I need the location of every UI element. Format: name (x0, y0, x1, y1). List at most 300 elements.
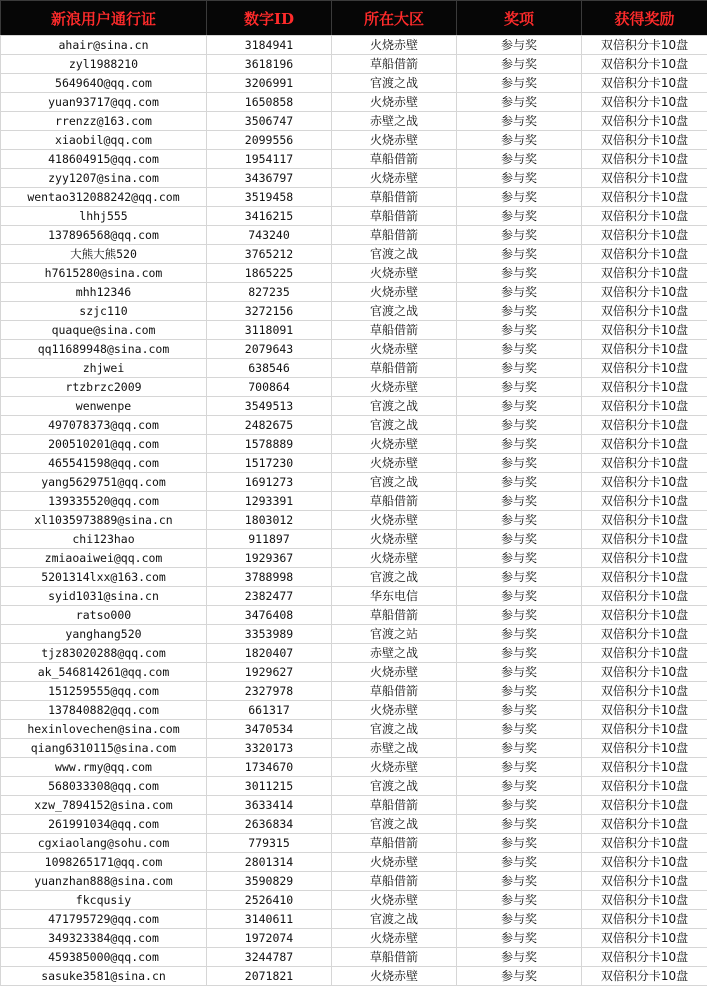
cell-prize-type: 参与奖 (457, 568, 582, 587)
cell-region: 华东电信 (332, 587, 457, 606)
cell-account: 459385000@qq.com (1, 948, 207, 967)
cell-digital-id: 3765212 (207, 245, 332, 264)
cell-digital-id: 3011215 (207, 777, 332, 796)
cell-account: 497078373@qq.com (1, 416, 207, 435)
cell-prize-type: 参与奖 (457, 701, 582, 720)
cell-account: qq11689948@sina.com (1, 340, 207, 359)
cell-region: 草船借箭 (332, 492, 457, 511)
cell-region: 官渡之战 (332, 910, 457, 929)
cell-digital-id: 827235 (207, 283, 332, 302)
cell-reward: 双倍积分卡10盘 (582, 739, 707, 758)
cell-prize-type: 参与奖 (457, 264, 582, 283)
cell-digital-id: 1803012 (207, 511, 332, 530)
cell-digital-id: 3590829 (207, 872, 332, 891)
cell-prize-type: 参与奖 (457, 891, 582, 910)
table-row (1, 435, 707, 454)
column-header-prize-type: 奖项 (457, 1, 582, 36)
cell-reward: 双倍积分卡10盘 (582, 834, 707, 853)
cell-digital-id: 3519458 (207, 188, 332, 207)
cell-account: chi123hao (1, 530, 207, 549)
cell-account: syid1031@sina.cn (1, 587, 207, 606)
cell-region: 火烧赤壁 (332, 511, 457, 530)
cell-region: 草船借箭 (332, 948, 457, 967)
cell-prize-type: 参与奖 (457, 36, 582, 55)
cell-region: 草船借箭 (332, 834, 457, 853)
cell-region: 赤壁之战 (332, 112, 457, 131)
table-row (1, 663, 707, 682)
cell-prize-type: 参与奖 (457, 340, 582, 359)
cell-digital-id: 2636834 (207, 815, 332, 834)
cell-prize-type: 参与奖 (457, 549, 582, 568)
cell-reward: 双倍积分卡10盘 (582, 207, 707, 226)
cell-account: 5201314lxx@163.com (1, 568, 207, 587)
cell-account: tjz83020288@qq.com (1, 644, 207, 663)
cell-prize-type: 参与奖 (457, 720, 582, 739)
cell-prize-type: 参与奖 (457, 131, 582, 150)
cell-prize-type: 参与奖 (457, 625, 582, 644)
cell-reward: 双倍积分卡10盘 (582, 492, 707, 511)
cell-region: 火烧赤壁 (332, 454, 457, 473)
cell-reward: 双倍积分卡10盘 (582, 378, 707, 397)
cell-region: 草船借箭 (332, 796, 457, 815)
cell-reward: 双倍积分卡10盘 (582, 625, 707, 644)
cell-digital-id: 2079643 (207, 340, 332, 359)
cell-reward: 双倍积分卡10盘 (582, 473, 707, 492)
table-row (1, 321, 707, 340)
cell-digital-id: 661317 (207, 701, 332, 720)
table-row (1, 777, 707, 796)
cell-reward: 双倍积分卡10盘 (582, 340, 707, 359)
cell-account: www.rmy@qq.com (1, 758, 207, 777)
cell-region: 赤壁之战 (332, 644, 457, 663)
cell-digital-id: 1691273 (207, 473, 332, 492)
cell-prize-type: 参与奖 (457, 948, 582, 967)
table-row (1, 530, 707, 549)
cell-account: xiaobil@qq.com (1, 131, 207, 150)
cell-digital-id: 3118091 (207, 321, 332, 340)
cell-digital-id: 3436797 (207, 169, 332, 188)
cell-reward: 双倍积分卡10盘 (582, 701, 707, 720)
cell-prize-type: 参与奖 (457, 454, 582, 473)
cell-digital-id: 3506747 (207, 112, 332, 131)
cell-region: 火烧赤壁 (332, 264, 457, 283)
table-row (1, 644, 707, 663)
table-row (1, 739, 707, 758)
cell-prize-type: 参与奖 (457, 302, 582, 321)
cell-account: ratso000 (1, 606, 207, 625)
cell-region: 官渡之战 (332, 473, 457, 492)
cell-account: wentao312088242@qq.com (1, 188, 207, 207)
cell-account: zyy1207@sina.com (1, 169, 207, 188)
cell-prize-type: 参与奖 (457, 834, 582, 853)
cell-region: 火烧赤壁 (332, 758, 457, 777)
table-body (1, 36, 707, 986)
cell-prize-type: 参与奖 (457, 93, 582, 112)
cell-region: 火烧赤壁 (332, 36, 457, 55)
cell-prize-type: 参与奖 (457, 359, 582, 378)
cell-region: 火烧赤壁 (332, 435, 457, 454)
column-header-reward: 获得奖励 (582, 1, 707, 36)
cell-region: 官渡之战 (332, 815, 457, 834)
cell-digital-id: 1929627 (207, 663, 332, 682)
cell-digital-id: 2099556 (207, 131, 332, 150)
cell-reward: 双倍积分卡10盘 (582, 131, 707, 150)
cell-region: 火烧赤壁 (332, 530, 457, 549)
cell-region: 火烧赤壁 (332, 93, 457, 112)
cell-region: 官渡之战 (332, 777, 457, 796)
cell-account: 1098265171@qq.com (1, 853, 207, 872)
cell-account: 大熊大熊520 (1, 245, 207, 264)
table-row (1, 264, 707, 283)
cell-digital-id: 1820407 (207, 644, 332, 663)
cell-account: h7615280@sina.com (1, 264, 207, 283)
cell-account: 261991034@qq.com (1, 815, 207, 834)
cell-account: 471795729@qq.com (1, 910, 207, 929)
cell-region: 草船借箭 (332, 207, 457, 226)
table-row (1, 112, 707, 131)
cell-digital-id: 3416215 (207, 207, 332, 226)
table-row (1, 492, 707, 511)
cell-region: 草船借箭 (332, 55, 457, 74)
cell-reward: 双倍积分卡10盘 (582, 454, 707, 473)
cell-account: 137840882@qq.com (1, 701, 207, 720)
table-row (1, 872, 707, 891)
cell-reward: 双倍积分卡10盘 (582, 264, 707, 283)
cell-prize-type: 参与奖 (457, 910, 582, 929)
cell-prize-type: 参与奖 (457, 530, 582, 549)
cell-digital-id: 3244787 (207, 948, 332, 967)
cell-digital-id: 3633414 (207, 796, 332, 815)
cell-account: yuan93717@qq.com (1, 93, 207, 112)
cell-reward: 双倍积分卡10盘 (582, 321, 707, 340)
cell-digital-id: 1972074 (207, 929, 332, 948)
cell-reward: 双倍积分卡10盘 (582, 112, 707, 131)
table-row (1, 473, 707, 492)
cell-account: 151259555@qq.com (1, 682, 207, 701)
table-row (1, 948, 707, 967)
cell-reward: 双倍积分卡10盘 (582, 891, 707, 910)
cell-reward: 双倍积分卡10盘 (582, 549, 707, 568)
cell-prize-type: 参与奖 (457, 283, 582, 302)
cell-prize-type: 参与奖 (457, 397, 582, 416)
cell-digital-id: 2526410 (207, 891, 332, 910)
table-row (1, 226, 707, 245)
cell-reward: 双倍积分卡10盘 (582, 853, 707, 872)
cell-reward: 双倍积分卡10盘 (582, 777, 707, 796)
cell-region: 草船借箭 (332, 682, 457, 701)
cell-region: 火烧赤壁 (332, 853, 457, 872)
cell-account: 418604915@qq.com (1, 150, 207, 169)
cell-digital-id: 1865225 (207, 264, 332, 283)
cell-reward: 双倍积分卡10盘 (582, 872, 707, 891)
cell-digital-id: 3353989 (207, 625, 332, 644)
cell-digital-id: 779315 (207, 834, 332, 853)
cell-reward: 双倍积分卡10盘 (582, 796, 707, 815)
cell-region: 火烧赤壁 (332, 169, 457, 188)
table-row (1, 74, 707, 93)
cell-prize-type: 参与奖 (457, 511, 582, 530)
cell-prize-type: 参与奖 (457, 473, 582, 492)
table-row (1, 150, 707, 169)
cell-digital-id: 1293391 (207, 492, 332, 511)
cell-digital-id: 1650858 (207, 93, 332, 112)
cell-region: 火烧赤壁 (332, 891, 457, 910)
cell-digital-id: 3272156 (207, 302, 332, 321)
table-row (1, 283, 707, 302)
cell-prize-type: 参与奖 (457, 606, 582, 625)
cell-reward: 双倍积分卡10盘 (582, 929, 707, 948)
cell-prize-type: 参与奖 (457, 169, 582, 188)
cell-digital-id: 3206991 (207, 74, 332, 93)
cell-region: 官渡之站 (332, 625, 457, 644)
table-row (1, 207, 707, 226)
cell-prize-type: 参与奖 (457, 929, 582, 948)
cell-digital-id: 1954117 (207, 150, 332, 169)
cell-reward: 双倍积分卡10盘 (582, 815, 707, 834)
table-row (1, 549, 707, 568)
cell-reward: 双倍积分卡10盘 (582, 169, 707, 188)
table-row (1, 169, 707, 188)
cell-region: 火烧赤壁 (332, 283, 457, 302)
table-row (1, 397, 707, 416)
cell-account: mhh12346 (1, 283, 207, 302)
table-row (1, 359, 707, 378)
cell-account: rtzbrzc2009 (1, 378, 207, 397)
cell-account: xl1035973889@sina.cn (1, 511, 207, 530)
cell-account: 139335520@qq.com (1, 492, 207, 511)
table-row (1, 55, 707, 74)
cell-reward: 双倍积分卡10盘 (582, 720, 707, 739)
cell-digital-id: 3470534 (207, 720, 332, 739)
table-row (1, 720, 707, 739)
table-row (1, 302, 707, 321)
cell-account: wenwenpe (1, 397, 207, 416)
cell-region: 草船借箭 (332, 226, 457, 245)
cell-prize-type: 参与奖 (457, 853, 582, 872)
column-header-digital-id: 数字ID (207, 1, 332, 36)
cell-prize-type: 参与奖 (457, 644, 582, 663)
table-row (1, 682, 707, 701)
cell-account: yuanzhan888@sina.com (1, 872, 207, 891)
cell-region: 官渡之战 (332, 302, 457, 321)
table-row (1, 93, 707, 112)
cell-prize-type: 参与奖 (457, 207, 582, 226)
cell-reward: 双倍积分卡10盘 (582, 663, 707, 682)
cell-reward: 双倍积分卡10盘 (582, 682, 707, 701)
cell-region: 官渡之战 (332, 74, 457, 93)
cell-reward: 双倍积分卡10盘 (582, 511, 707, 530)
cell-reward: 双倍积分卡10盘 (582, 283, 707, 302)
table-row (1, 701, 707, 720)
cell-region: 官渡之战 (332, 568, 457, 587)
cell-reward: 双倍积分卡10盘 (582, 36, 707, 55)
cell-prize-type: 参与奖 (457, 74, 582, 93)
table-row (1, 378, 707, 397)
cell-account: szjc110 (1, 302, 207, 321)
cell-reward: 双倍积分卡10盘 (582, 758, 707, 777)
cell-region: 火烧赤壁 (332, 967, 457, 986)
cell-digital-id: 2382477 (207, 587, 332, 606)
cell-prize-type: 参与奖 (457, 492, 582, 511)
cell-prize-type: 参与奖 (457, 416, 582, 435)
cell-prize-type: 参与奖 (457, 663, 582, 682)
cell-reward: 双倍积分卡10盘 (582, 910, 707, 929)
cell-account: fkcqusiy (1, 891, 207, 910)
cell-account: sasuke3581@sina.cn (1, 967, 207, 986)
cell-account: 465541598@qq.com (1, 454, 207, 473)
cell-prize-type: 参与奖 (457, 245, 582, 264)
cell-digital-id: 3788998 (207, 568, 332, 587)
cell-account: 349323384@qq.com (1, 929, 207, 948)
table-row (1, 340, 707, 359)
table-row (1, 929, 707, 948)
cell-account: quaque@sina.com (1, 321, 207, 340)
cell-digital-id: 700864 (207, 378, 332, 397)
cell-prize-type: 参与奖 (457, 777, 582, 796)
table-row (1, 511, 707, 530)
cell-account: zhjwei (1, 359, 207, 378)
cell-digital-id: 1929367 (207, 549, 332, 568)
cell-region: 火烧赤壁 (332, 663, 457, 682)
cell-reward: 双倍积分卡10盘 (582, 55, 707, 74)
cell-prize-type: 参与奖 (457, 587, 582, 606)
cell-account: xzw_7894152@sina.com (1, 796, 207, 815)
cell-reward: 双倍积分卡10盘 (582, 644, 707, 663)
cell-prize-type: 参与奖 (457, 188, 582, 207)
cell-region: 官渡之战 (332, 720, 457, 739)
cell-prize-type: 参与奖 (457, 967, 582, 986)
cell-account: ak_546814261@qq.com (1, 663, 207, 682)
cell-region: 草船借箭 (332, 359, 457, 378)
cell-digital-id: 3618196 (207, 55, 332, 74)
cell-digital-id: 3140611 (207, 910, 332, 929)
cell-prize-type: 参与奖 (457, 321, 582, 340)
table-row (1, 606, 707, 625)
table-row (1, 891, 707, 910)
cell-region: 官渡之战 (332, 245, 457, 264)
cell-reward: 双倍积分卡10盘 (582, 568, 707, 587)
table-row (1, 245, 707, 264)
cell-prize-type: 参与奖 (457, 55, 582, 74)
table-row (1, 834, 707, 853)
cell-reward: 双倍积分卡10盘 (582, 302, 707, 321)
cell-digital-id: 1578889 (207, 435, 332, 454)
cell-account: lhhj555 (1, 207, 207, 226)
cell-prize-type: 参与奖 (457, 815, 582, 834)
cell-account: hexinlovechen@sina.com (1, 720, 207, 739)
cell-reward: 双倍积分卡10盘 (582, 150, 707, 169)
table-row (1, 568, 707, 587)
cell-account: zyl1988210 (1, 55, 207, 74)
cell-account: qiang6310115@sina.com (1, 739, 207, 758)
cell-account: 137896568@qq.com (1, 226, 207, 245)
column-header-account: 新浪用户通行证 (1, 1, 207, 36)
table-row (1, 910, 707, 929)
table-row (1, 625, 707, 644)
cell-region: 火烧赤壁 (332, 131, 457, 150)
cell-digital-id: 3549513 (207, 397, 332, 416)
cell-region: 草船借箭 (332, 606, 457, 625)
cell-reward: 双倍积分卡10盘 (582, 530, 707, 549)
cell-region: 火烧赤壁 (332, 549, 457, 568)
cell-prize-type: 参与奖 (457, 226, 582, 245)
cell-digital-id: 911897 (207, 530, 332, 549)
cell-reward: 双倍积分卡10盘 (582, 397, 707, 416)
cell-prize-type: 参与奖 (457, 378, 582, 397)
cell-reward: 双倍积分卡10盘 (582, 188, 707, 207)
cell-account: 568033308@qq.com (1, 777, 207, 796)
cell-digital-id: 3184941 (207, 36, 332, 55)
table-row (1, 454, 707, 473)
cell-reward: 双倍积分卡10盘 (582, 416, 707, 435)
cell-digital-id: 2327978 (207, 682, 332, 701)
cell-reward: 双倍积分卡10盘 (582, 93, 707, 112)
cell-digital-id: 2071821 (207, 967, 332, 986)
table-row (1, 853, 707, 872)
cell-digital-id: 1517230 (207, 454, 332, 473)
cell-prize-type: 参与奖 (457, 796, 582, 815)
cell-digital-id: 743240 (207, 226, 332, 245)
cell-account: ahair@sina.cn (1, 36, 207, 55)
cell-region: 火烧赤壁 (332, 378, 457, 397)
cell-account: yanghang520 (1, 625, 207, 644)
cell-prize-type: 参与奖 (457, 758, 582, 777)
cell-region: 火烧赤壁 (332, 340, 457, 359)
cell-reward: 双倍积分卡10盘 (582, 245, 707, 264)
cell-reward: 双倍积分卡10盘 (582, 74, 707, 93)
cell-digital-id: 3320173 (207, 739, 332, 758)
cell-reward: 双倍积分卡10盘 (582, 226, 707, 245)
table-row (1, 36, 707, 55)
cell-reward: 双倍积分卡10盘 (582, 435, 707, 454)
cell-region: 官渡之战 (332, 416, 457, 435)
table-row (1, 758, 707, 777)
cell-account: 564964O@qq.com (1, 74, 207, 93)
cell-region: 草船借箭 (332, 872, 457, 891)
table-row (1, 416, 707, 435)
header-row (1, 1, 707, 36)
table-row (1, 188, 707, 207)
table-row (1, 796, 707, 815)
cell-prize-type: 参与奖 (457, 682, 582, 701)
cell-reward: 双倍积分卡10盘 (582, 948, 707, 967)
cell-region: 赤壁之战 (332, 739, 457, 758)
cell-prize-type: 参与奖 (457, 739, 582, 758)
cell-prize-type: 参与奖 (457, 112, 582, 131)
cell-digital-id: 3476408 (207, 606, 332, 625)
cell-prize-type: 参与奖 (457, 150, 582, 169)
cell-prize-type: 参与奖 (457, 435, 582, 454)
cell-region: 官渡之战 (332, 397, 457, 416)
cell-account: 200510201@qq.com (1, 435, 207, 454)
cell-account: zmiaoaiwei@qq.com (1, 549, 207, 568)
cell-digital-id: 2801314 (207, 853, 332, 872)
column-header-region: 所在大区 (332, 1, 457, 36)
cell-digital-id: 2482675 (207, 416, 332, 435)
cell-reward: 双倍积分卡10盘 (582, 967, 707, 986)
table-row (1, 815, 707, 834)
cell-digital-id: 638546 (207, 359, 332, 378)
cell-account: rrenzz@163.com (1, 112, 207, 131)
cell-region: 火烧赤壁 (332, 701, 457, 720)
table-row (1, 587, 707, 606)
cell-region: 火烧赤壁 (332, 929, 457, 948)
cell-account: cgxiaolang@sohu.com (1, 834, 207, 853)
cell-reward: 双倍积分卡10盘 (582, 359, 707, 378)
cell-region: 草船借箭 (332, 150, 457, 169)
table-row (1, 131, 707, 150)
cell-region: 草船借箭 (332, 321, 457, 340)
